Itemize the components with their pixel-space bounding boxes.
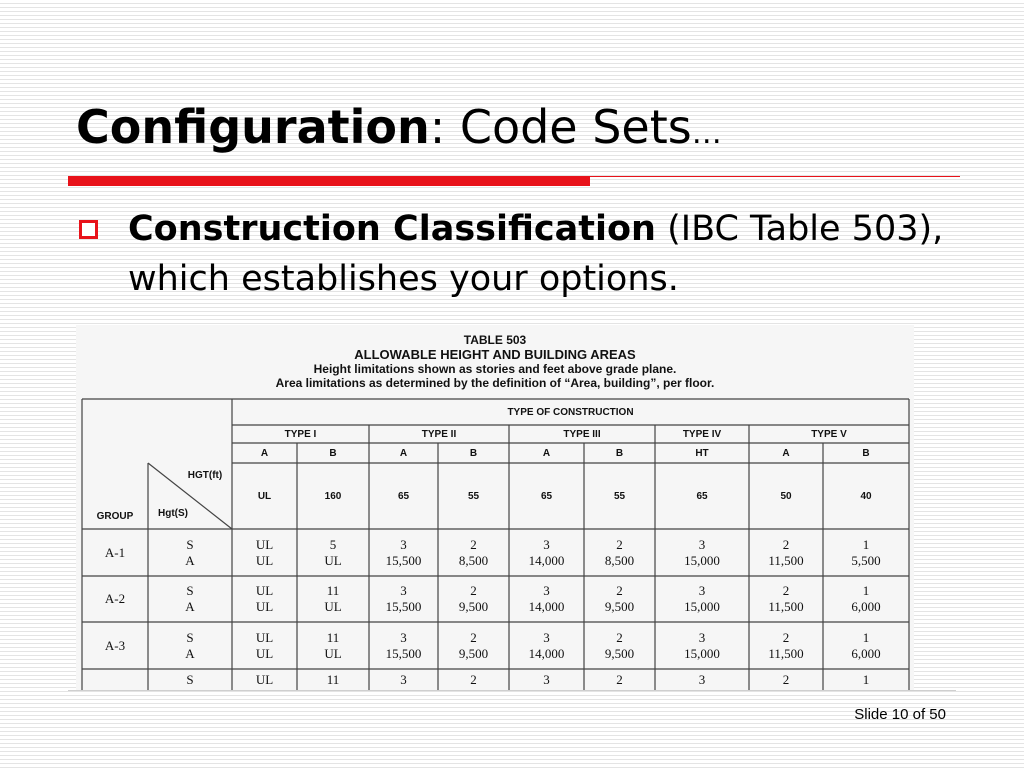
allowable-value-cell: 2 11,500 bbox=[768, 536, 804, 568]
allowable-value-cell: 2 9,500 bbox=[604, 629, 635, 661]
occupancy-group-cell: A-2 bbox=[104, 591, 126, 606]
allowable-value-cell: 3 15,000 bbox=[684, 583, 720, 614]
group-column-header: GROUP bbox=[96, 510, 134, 522]
allowable-value-cell: 2 bbox=[470, 671, 477, 687]
title-rest: : Code Sets bbox=[429, 100, 692, 154]
allowable-value-cell: 2 11,500 bbox=[768, 629, 804, 661]
allowable-value-cell: 3 15,500 bbox=[385, 583, 422, 614]
allowable-value-cell: 2 8,500 bbox=[604, 536, 635, 568]
allowable-value-cell: 3 14,000 bbox=[528, 629, 565, 661]
height-limit-cell: 65 bbox=[397, 490, 410, 502]
allowable-value-cell: 2 bbox=[782, 671, 790, 687]
stories-area-label-cell: S A bbox=[185, 583, 195, 614]
construction-subtype-header: B bbox=[862, 447, 870, 459]
allowable-value-cell: UL UL bbox=[255, 583, 274, 614]
construction-subtype-header: A bbox=[260, 447, 269, 459]
footer-divider bbox=[68, 690, 956, 691]
occupancy-group-cell: A-3 bbox=[104, 637, 126, 653]
construction-subtype-header: B bbox=[615, 447, 624, 459]
allowable-value-cell: 2 9,500 bbox=[458, 629, 489, 661]
construction-type-header: TYPE IV bbox=[682, 428, 722, 440]
height-limit-cell: UL bbox=[257, 490, 272, 502]
table-title: ALLOWABLE HEIGHT AND BUILDING AREAS bbox=[354, 347, 636, 362]
height-limit-cell: 50 bbox=[780, 490, 792, 502]
bullet-text bbox=[128, 204, 968, 304]
height-limit-cell: 160 bbox=[324, 490, 342, 502]
table-note-height: Height limitations shown as stories and feet above grade plane. bbox=[313, 362, 677, 376]
occupancy-group-cell bbox=[82, 669, 148, 690]
height-limit-cell: 55 bbox=[613, 490, 626, 502]
title-underline-thin bbox=[590, 176, 960, 177]
construction-type-header: TYPE II bbox=[421, 428, 457, 440]
allowable-value-cell: 3 14,000 bbox=[528, 536, 565, 568]
allowable-value-cell: 3 15,500 bbox=[385, 536, 422, 568]
type-of-construction-header: TYPE OF CONSTRUCTION bbox=[507, 406, 634, 418]
construction-subtype-header: A bbox=[542, 447, 551, 459]
construction-subtype-header: B bbox=[329, 447, 337, 459]
allowable-value-cell: 3 bbox=[543, 671, 550, 687]
bullet-rest: (IBC Table 503), which establishes your options. bbox=[128, 209, 944, 299]
allowable-value-cell: 3 15,000 bbox=[684, 629, 720, 661]
allowable-value-cell: 2 bbox=[616, 671, 623, 687]
table-note-area: Area limitations as determined by the definition of “Area, building”, per floor. bbox=[275, 376, 715, 390]
construction-type-header: TYPE V bbox=[811, 428, 847, 440]
allowable-value-cell: 3 bbox=[698, 671, 706, 687]
allowable-value-cell: 2 9,500 bbox=[604, 583, 635, 614]
allowable-value-cell: 2 8,500 bbox=[458, 536, 489, 568]
hollow-square-icon bbox=[79, 220, 98, 239]
allowable-value-cell: UL UL bbox=[255, 536, 274, 568]
allowable-value-cell: 1 6,000 bbox=[851, 629, 881, 661]
construction-subtype-header: A bbox=[782, 447, 790, 459]
construction-subtype-header: HT bbox=[695, 447, 709, 459]
hgt-ft-label: HGT(ft) bbox=[187, 469, 223, 481]
construction-subtype-header: A bbox=[399, 447, 408, 459]
allowable-value-cell: 5 UL bbox=[324, 536, 342, 568]
occupancy-group-cell: A-1 bbox=[104, 544, 126, 560]
slide-title bbox=[76, 100, 722, 154]
table-503-image bbox=[76, 325, 914, 690]
bullet-keyword: Construction Classification bbox=[128, 209, 656, 249]
stories-area-label-cell: S bbox=[186, 671, 194, 687]
construction-type-header: TYPE I bbox=[284, 428, 317, 440]
allowable-value-cell: 1 bbox=[862, 671, 870, 687]
allowable-value-cell: UL bbox=[255, 671, 274, 687]
height-limit-cell: 40 bbox=[860, 490, 872, 502]
allowable-value-cell: 11 UL bbox=[324, 629, 342, 661]
allowable-value-cell: 2 9,500 bbox=[458, 583, 489, 614]
allowable-value-cell: 3 bbox=[400, 671, 407, 687]
allowable-value-cell: 11 UL bbox=[324, 583, 342, 614]
slide-number: Slide 10 of 50 bbox=[854, 706, 946, 723]
allowable-value-cell: UL UL bbox=[255, 629, 274, 661]
construction-type-header: TYPE III bbox=[563, 428, 601, 440]
allowable-value-cell: 3 14,000 bbox=[528, 583, 565, 614]
allowable-value-cell: 3 15,500 bbox=[385, 629, 422, 661]
hgt-stories-label: Hgt(S) bbox=[158, 507, 188, 519]
title-ellipsis: … bbox=[691, 116, 722, 151]
allowable-value-cell: 1 5,500 bbox=[851, 536, 881, 568]
table-caption: TABLE 503 bbox=[463, 333, 527, 347]
stories-area-label-cell: S A bbox=[185, 629, 195, 661]
stories-area-label-cell: S A bbox=[185, 536, 195, 568]
title-underline-thick bbox=[68, 176, 590, 186]
height-limit-cell: 65 bbox=[540, 490, 553, 502]
allowable-value-cell: 11 bbox=[326, 671, 340, 687]
construction-subtype-header: B bbox=[469, 447, 478, 459]
allowable-value-cell: 3 15,000 bbox=[684, 536, 720, 568]
allowable-value-cell: 2 11,500 bbox=[768, 583, 804, 614]
title-keyword: Configuration bbox=[76, 100, 430, 154]
allowable-value-cell: 1 6,000 bbox=[851, 583, 881, 614]
height-limit-cell: 55 bbox=[467, 490, 480, 502]
height-limit-cell: 65 bbox=[696, 490, 708, 502]
